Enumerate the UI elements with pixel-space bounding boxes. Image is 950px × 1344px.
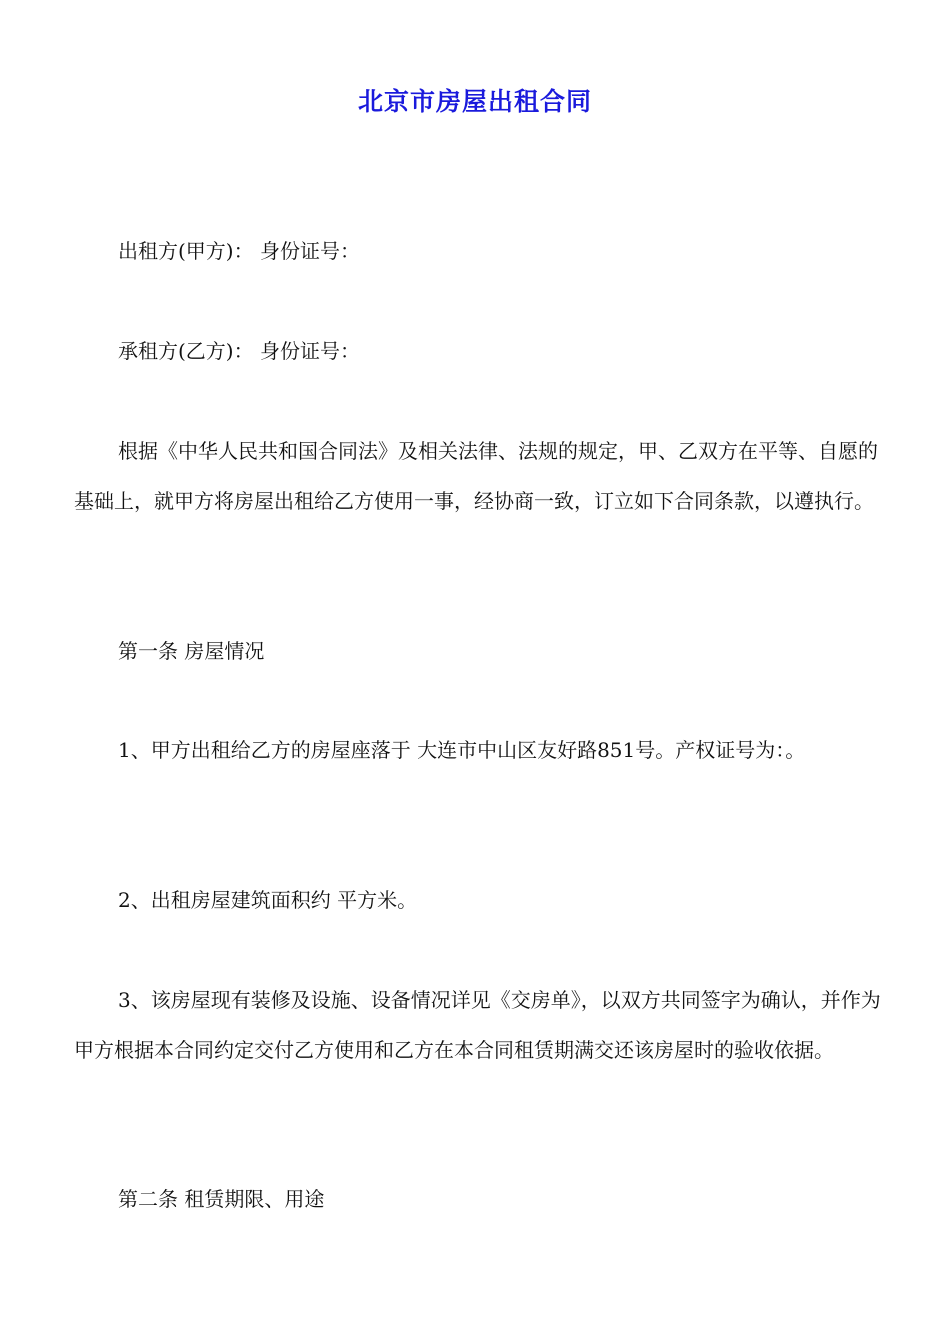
- article-1-item-1: 1、甲方出租给乙方的房屋座落于 大连市中山区友好路851号。产权证号为：。: [118, 738, 806, 762]
- document-title: 北京市房屋出租合同: [357, 87, 592, 116]
- lessor-line: 出租方(甲方)： 身份证号：: [118, 239, 360, 263]
- article-1-heading: 第一条 房屋情况: [118, 639, 265, 663]
- article-1-item-2: 2、出租房屋建筑面积约 平方米。: [118, 888, 418, 912]
- article-1-item-3: 3、该房屋现有装修及设施、设备情况详见《交房单》，以双方共同签字为确认，并作为甲方根据本合同约定交付乙方使用和乙方在本合同租赁期满交还该房屋时的验收依据。: [74, 988, 881, 1062]
- lessee-line: 承租方(乙方)： 身份证号：: [118, 339, 360, 363]
- intro-paragraph: 根据《中华人民共和国合同法》及相关法律、法规的规定，甲、乙双方在平等、自愿的基础上，就甲方将房屋出租给乙方使用一事，经协商一致，订立如下合同条款，以遵执行。: [74, 439, 878, 513]
- article-2-heading: 第二条 租赁期限、用途: [118, 1187, 325, 1211]
